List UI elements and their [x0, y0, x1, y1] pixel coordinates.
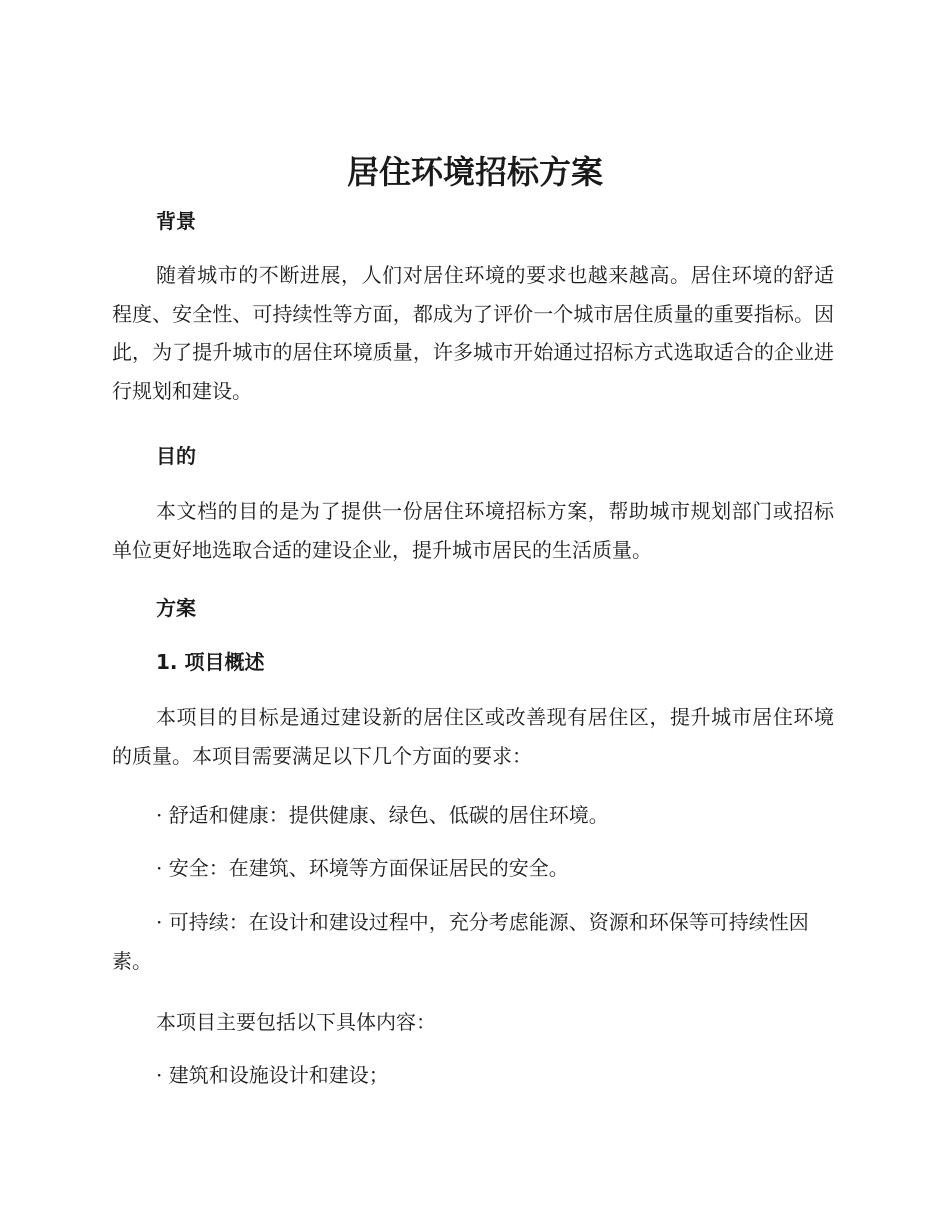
- section-heading-background: 背景: [156, 209, 196, 233]
- section-heading-plan: 方案: [156, 596, 196, 620]
- paragraph-project-intro: 本项目的目标是通过建设新的居住区或改善现有居住区，提升城市居住环境的质量。本项目需要满足以下几个方面的要求：: [112, 705, 834, 768]
- list-item-content: · 建筑和设施设计和建设；: [156, 1063, 389, 1087]
- section-heading-purpose: 目的: [156, 444, 196, 468]
- paragraph-content-intro: 本项目主要包括以下具体内容：: [156, 1010, 436, 1034]
- list-item-requirement: · 安全：在建筑、环境等方面保证居民的安全。: [156, 856, 569, 880]
- list-item-requirement: · 舒适和健康：提供健康、绿色、低碳的居住环境。: [156, 803, 609, 827]
- list-item-requirement: · 可持续：在设计和建设过程中，充分考虑能源、资源和环保等可持续性因素。: [112, 910, 809, 973]
- document-title: 居住环境招标方案: [346, 153, 603, 191]
- paragraph-background: 随着城市的不断进展，人们对居住环境的要求也越来越高。居住环境的舒适程度、安全性、可持续性等方面，都成为了评价一个城市居住质量的重要指标。因此，为了提升城市的居住环境质量，许多城市开始通过招标方式选取适合的企业进行规划和建设。: [112, 263, 834, 403]
- subheading-project-overview: 1. 项目概述: [156, 650, 265, 674]
- paragraph-purpose: 本文档的目的是为了提供一份居住环境招标方案，帮助城市规划部门或招标单位更好地选取合适的建设企业，提升城市居民的生活质量。: [112, 499, 834, 562]
